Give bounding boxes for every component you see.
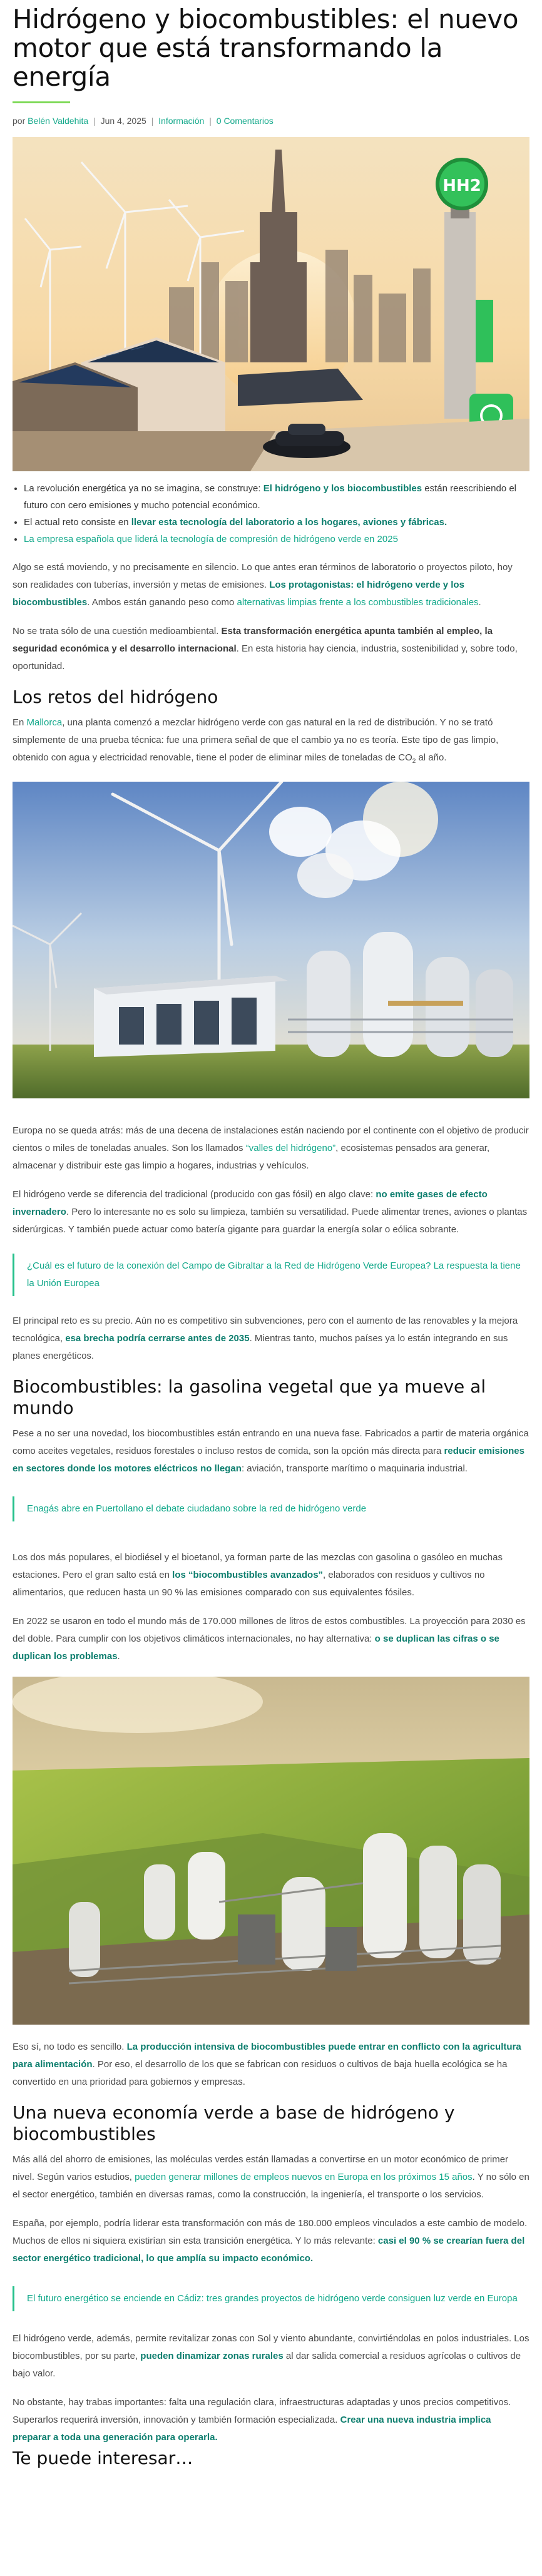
category-link[interactable]: Información	[158, 116, 205, 126]
section-heading: Los retos del hidrógeno	[13, 687, 218, 707]
inline-link[interactable]: casi el 90 % se crearían fuera del sector energético tradicional, lo que amplía su impacto económico.	[13, 2236, 525, 2264]
inline-link[interactable]: esa brecha podría cerrarse antes de 2035	[65, 1333, 250, 1344]
inline-link[interactable]: reducir emisiones en sectores donde los motores eléctricos no llegan	[13, 1446, 524, 1474]
paragraph: El hidrógeno verde, además, permite revitalizar zonas con Sol y viento abundante, convirtiéndolas en polos industriales. Los biocombustibles, por su parte, pueden dinamizar zonas rurales al dar salida comercial a residuos agrícolas o cultivos de bajo valor.	[13, 2333, 529, 2379]
paragraph: Más allá del ahorro de emisiones, las moléculas verdes están llamadas a convertirse en un motor económico de primer nivel. Según varios estudios, pueden generar millones de empleos nuevos en Europa en los próximos 15 años. Y no sólo en el sector energético, también en diversas ramas, como la construcción, la ingeniería, el transporte o los servicios.	[13, 2154, 529, 2200]
inline-link[interactable]: pueden dinamizar zonas rurales	[140, 2351, 284, 2361]
paragraph: Europa no se queda atrás: más de una decena de instalaciones están naciendo por el continente con el objetivo de producir cientos o miles de toneladas anuales. Son los llamados “valles del hidrógeno”, ecosistemas pensados ara generar, almacenar y distribuir este gas limpio a hogares, industrias y vehículos.	[13, 1125, 529, 1171]
paragraph: No se trata sólo de una cuestión medioambiental. Esta transformación energética apunta también al empleo, la seguridad económica y el desarrollo internacional. En esta historia hay ciencia, industria, sostenibilidad y, sobre todo, oportunidad.	[13, 626, 518, 672]
article-title: Hidrógeno y biocombustibles: el nuevo motor que está transformando la energía	[13, 4, 519, 92]
paragraph: España, por ejemplo, podría liderar esta transformación con más de 180.000 empleos vinculados a este cambio de modelo. Muchos de ellos ni siquiera existirían sin esta transición energética. Y lo más relevante: casi el 90 % se crearían fuera del sector energético tradicional, lo que amplía su impacto económico.	[13, 2218, 528, 2264]
list-item: • El actual reto consiste en llevar esta tecnología del laboratorio a los hogares, aviones y fábricas.	[24, 514, 529, 531]
publish-date: Jun 4, 2025	[100, 116, 146, 126]
inline-link[interactable]: La producción intensiva de biocombustibles puede entrar en conflicto con la agricultura para alimentación	[13, 2042, 521, 2070]
paragraph: Eso sí, no todo es sencillo. La producción intensiva de biocombustibles puede entrar en conflicto con la agricultura para alimentación. Por eso, el desarrollo de los que se fabrican con residuos o cultivos de baja huella ecológica se ha convertido en una prioridad para gobiernos y empresas.	[13, 2042, 521, 2087]
related-article-callout[interactable]: El futuro energético se enciende en Cádiz: tres grandes proyectos de hidrógeno verde consiguen luz verde en Europa	[13, 2286, 529, 2311]
paragraph: El principal reto es su precio. Aún no es competitivo sin subvenciones, pero con el aumento de las renovables y la mejora tecnológica, esa brecha podría cerrarse antes de 2035. Mientras tanto, muchos países ya lo están integrando en sus planes energéticos.	[13, 1316, 518, 1361]
paragraph: El hidrógeno verde se diferencia del tradicional (producido con gas fósil) en algo clave: no emite gases de efecto invernadero. Pero lo interesante no es solo su limpieza, también su versatilidad. Puede alimentar trenes, aviones o plantas siderúrgicas. Y también puede actuar como batería gigante para guardar la energía solar o eólica sobrante.	[13, 1189, 528, 1235]
inline-link[interactable]: Los protagonistas: el hidrógeno verde y los biocombustibles	[13, 580, 464, 608]
section-heading: Una nueva economía verde a base de hidrógeno y biocombustibles	[13, 2102, 455, 2144]
inline-link[interactable]: o se duplican las cifras o se duplican los problemas	[13, 1633, 499, 1662]
paragraph: No obstante, hay trabas importantes: falta una regulación clara, infraestructuras adaptadas y unos precios competitivos. Superarlos requerirá inversión, innovación y también formación especializada. Crear una nueva industria implica preparar a toda una generación para operarla.	[13, 2397, 511, 2443]
inline-link[interactable]: Mallorca	[26, 717, 63, 728]
paragraph: Algo se está moviendo, y no precisamente en silencio. Lo que antes eran términos de laboratorio o proyectos piloto, hoy son realidades con tuberías, inversión y metas de emisiones. Los protagonistas: el hidrógeno verde y los biocombustibles. Ambos están ganando peso como alternativas limpias frente a los combustibles tradicionales.	[13, 562, 513, 608]
article-meta: por Belén Valdehita | Jun 4, 2025 | Información | 0 Comentarios	[13, 116, 274, 126]
hydrogen-plant-image	[13, 782, 529, 1098]
meta-prefix: por	[13, 116, 26, 126]
biofuel-plant-image	[13, 1677, 529, 2025]
inline-link[interactable]: “valles del hidrógeno”	[245, 1143, 336, 1153]
summary-link[interactable]: El hidrógeno y los biocombustibles	[263, 483, 422, 494]
related-article-link[interactable]: La empresa española que liderá la tecnología de compresión de hidrógeno verde en 2025	[24, 534, 398, 544]
author-link[interactable]: Belén Valdehita	[28, 116, 89, 126]
paragraph: En Mallorca, una planta comenzó a mezclar hidrógeno verde con gas natural en la red de distribución. Y no se trató simplemente de una prueba técnica: fue una primera señal de que el cambio ya no es teoría. Este tipo de gas limpio, obtenido con agua y electricidad renovable, tiene el poder de eliminar miles de toneladas de $CO_2$ al año.	[13, 717, 499, 765]
paragraph: Los dos más populares, el biodiésel y el bioetanol, ya forman parte de las mezclas con gasolina o gasóleo en muchas estaciones. Pero el gran salto está en los “biocombustibles avanzados”, elaborados con residuos y cultivos no alimentarios, que reducen hasta un 90 % las emisiones comparado con sus equivalentes fósiles.	[13, 1552, 503, 1598]
summary-list	[13, 480, 529, 548]
section-heading: Biocombustibles: la gasolina vegetal que ya mueve al mundo	[13, 1376, 486, 1418]
related-article-callout[interactable]: ¿Cuál es el futuro de la conexión del Campo de Gibraltar a la Red de Hidrógeno Verde Europea? La respuesta la tiene la Unión Europea	[13, 1254, 529, 1296]
inline-link[interactable]: no emite gases de efecto invernadero	[13, 1189, 488, 1217]
paragraph: Pese a no ser una novedad, los biocombustibles están entrando en una nueva fase. Fabricados a partir de materia orgánica como aceites vegetales, residuos forestales o incluso restos de comida, son la opción más directa para reducir emisiones en sectores donde los motores eléctricos no llegan: aviación, transporte marítimo o maquinaria industrial.	[13, 1428, 529, 1474]
hero-sign-text: HH2	[442, 176, 481, 195]
summary-link[interactable]: llevar esta tecnología del laboratorio a los hogares, aviones y fábricas.	[131, 517, 447, 528]
inline-link[interactable]: los “biocombustibles avanzados”	[172, 1570, 324, 1580]
related-article-callout[interactable]: Enagás abre en Puertollano el debate ciudadano sobre la red de hidrógeno verde	[13, 1496, 529, 1521]
hero-image	[13, 137, 529, 471]
list-item	[24, 531, 529, 548]
title-divider	[13, 101, 70, 103]
list-item: • La revolución energética ya no se imagina, se construye: El hidrógeno y los biocombustibles están reescribiendo el futuro con cero emisiones y mucho potencial económico.	[24, 480, 529, 514]
inline-link[interactable]: Crear una nueva industria implica preparar a toda una generación para operarla.	[13, 2415, 491, 2443]
related-heading: Te puede interesar…	[13, 2448, 193, 2468]
inline-link[interactable]: pueden generar millones de empleos nuevos en Europa en los próximos 15 años	[135, 2172, 473, 2182]
inline-link[interactable]: alternativas limpias frente a los combustibles tradicionales	[237, 597, 479, 608]
paragraph: En 2022 se usaron en todo el mundo más de 170.000 millones de litros de estos combustibles. La proyección para 2030 es del doble. Para cumplir con los objetivos climáticos internacionales, no hay alternativa: o se duplican las cifras o se duplican los problemas.	[13, 1616, 526, 1662]
comments-link[interactable]: 0 Comentarios	[216, 116, 274, 126]
